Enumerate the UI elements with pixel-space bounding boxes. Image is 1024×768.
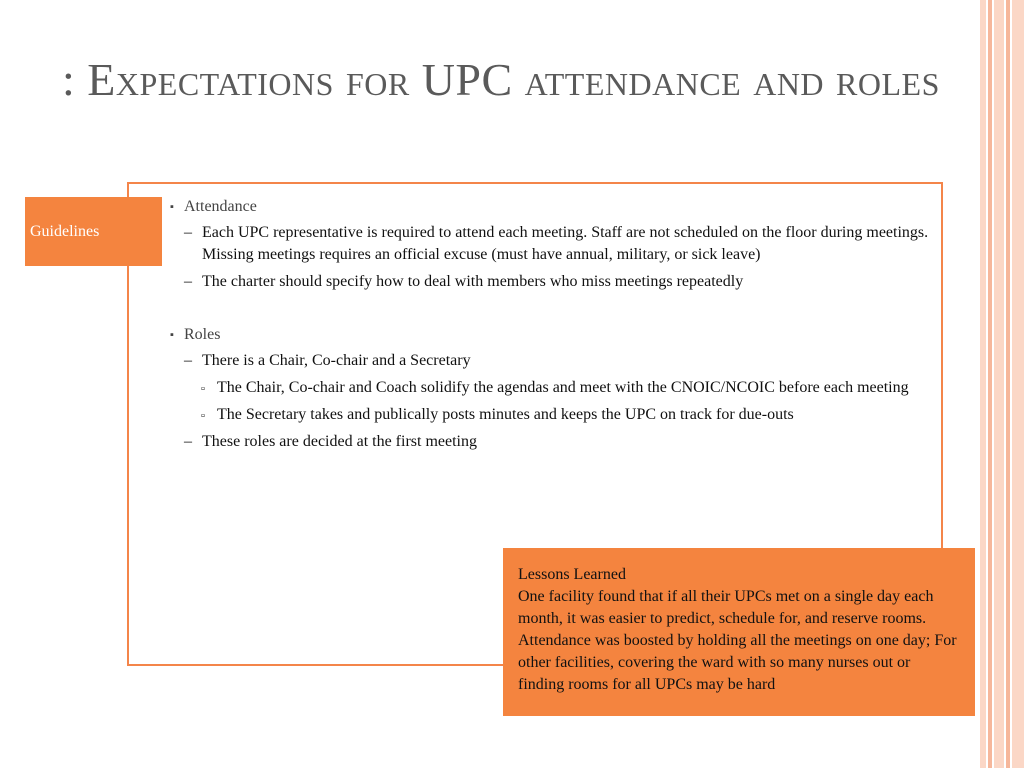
lessons-learned-text: [518, 564, 958, 696]
stripe-3: [994, 0, 1004, 768]
guidelines-tab: [25, 197, 162, 266]
list-item-roles: [170, 324, 940, 346]
roles-point: These roles are decided at the first meeting: [202, 433, 477, 450]
attendance-heading: Attendance: [184, 198, 257, 215]
content-list: [170, 196, 940, 458]
stripe-4: [1006, 0, 1010, 768]
stripe-2: [988, 0, 992, 768]
dash-bullet-icon: –: [184, 273, 192, 290]
list-item: [170, 431, 940, 453]
list-item-attendance: [170, 196, 940, 218]
list-item: [170, 222, 940, 266]
list-item: [170, 377, 940, 399]
slide-title: : Expectations for UPC attendance and roles: [62, 54, 940, 105]
roles-sub-point: The Secretary takes and publically posts minutes and keeps the UPC on track for due-outs: [217, 406, 794, 423]
attendance-point: The charter should specify how to deal with members who miss meetings repeatedly: [202, 273, 744, 290]
roles-heading: Roles: [184, 326, 221, 343]
dash-bullet-icon: –: [184, 224, 192, 241]
dash-bullet-icon: –: [184, 433, 192, 450]
roles-sub-point: The Chair, Co-chair and Coach solidify the agendas and meet with the CNOIC/NCOIC before each meeting: [217, 379, 909, 396]
hollow-square-bullet-icon: ▫: [201, 383, 205, 395]
roles-point: There is a Chair, Co-chair and a Secretary: [202, 352, 471, 369]
dash-bullet-icon: –: [184, 352, 192, 369]
spacer: [170, 298, 940, 324]
lessons-learned-heading: Lessons Learned: [518, 566, 626, 583]
guidelines-label: Guidelines: [30, 222, 100, 240]
square-bullet-icon: ▪: [170, 329, 174, 341]
lessons-learned-body: One facility found that if all their UPCs met on a single day each month, it was easier to predict, schedule for, and reserve rooms. Attendance was boosted by holding all the meetings on one day; For other facilities, covering the ward with so many nurses out or finding rooms for all UPCs may be hard: [518, 588, 957, 693]
attendance-point: Each UPC representative is required to attend each meeting. Staff are not scheduled on the floor during meetings. Missing meetings requires an official excuse (must have annual, military, or sick leave): [202, 224, 929, 263]
stripe-5: [1012, 0, 1024, 768]
list-item: [170, 350, 940, 372]
hollow-square-bullet-icon: ▫: [201, 410, 205, 422]
stripe-1: [980, 0, 986, 768]
decorative-side-stripes: [980, 0, 1024, 768]
list-item: [170, 404, 940, 426]
square-bullet-icon: ▪: [170, 201, 174, 213]
list-item: [170, 271, 940, 293]
